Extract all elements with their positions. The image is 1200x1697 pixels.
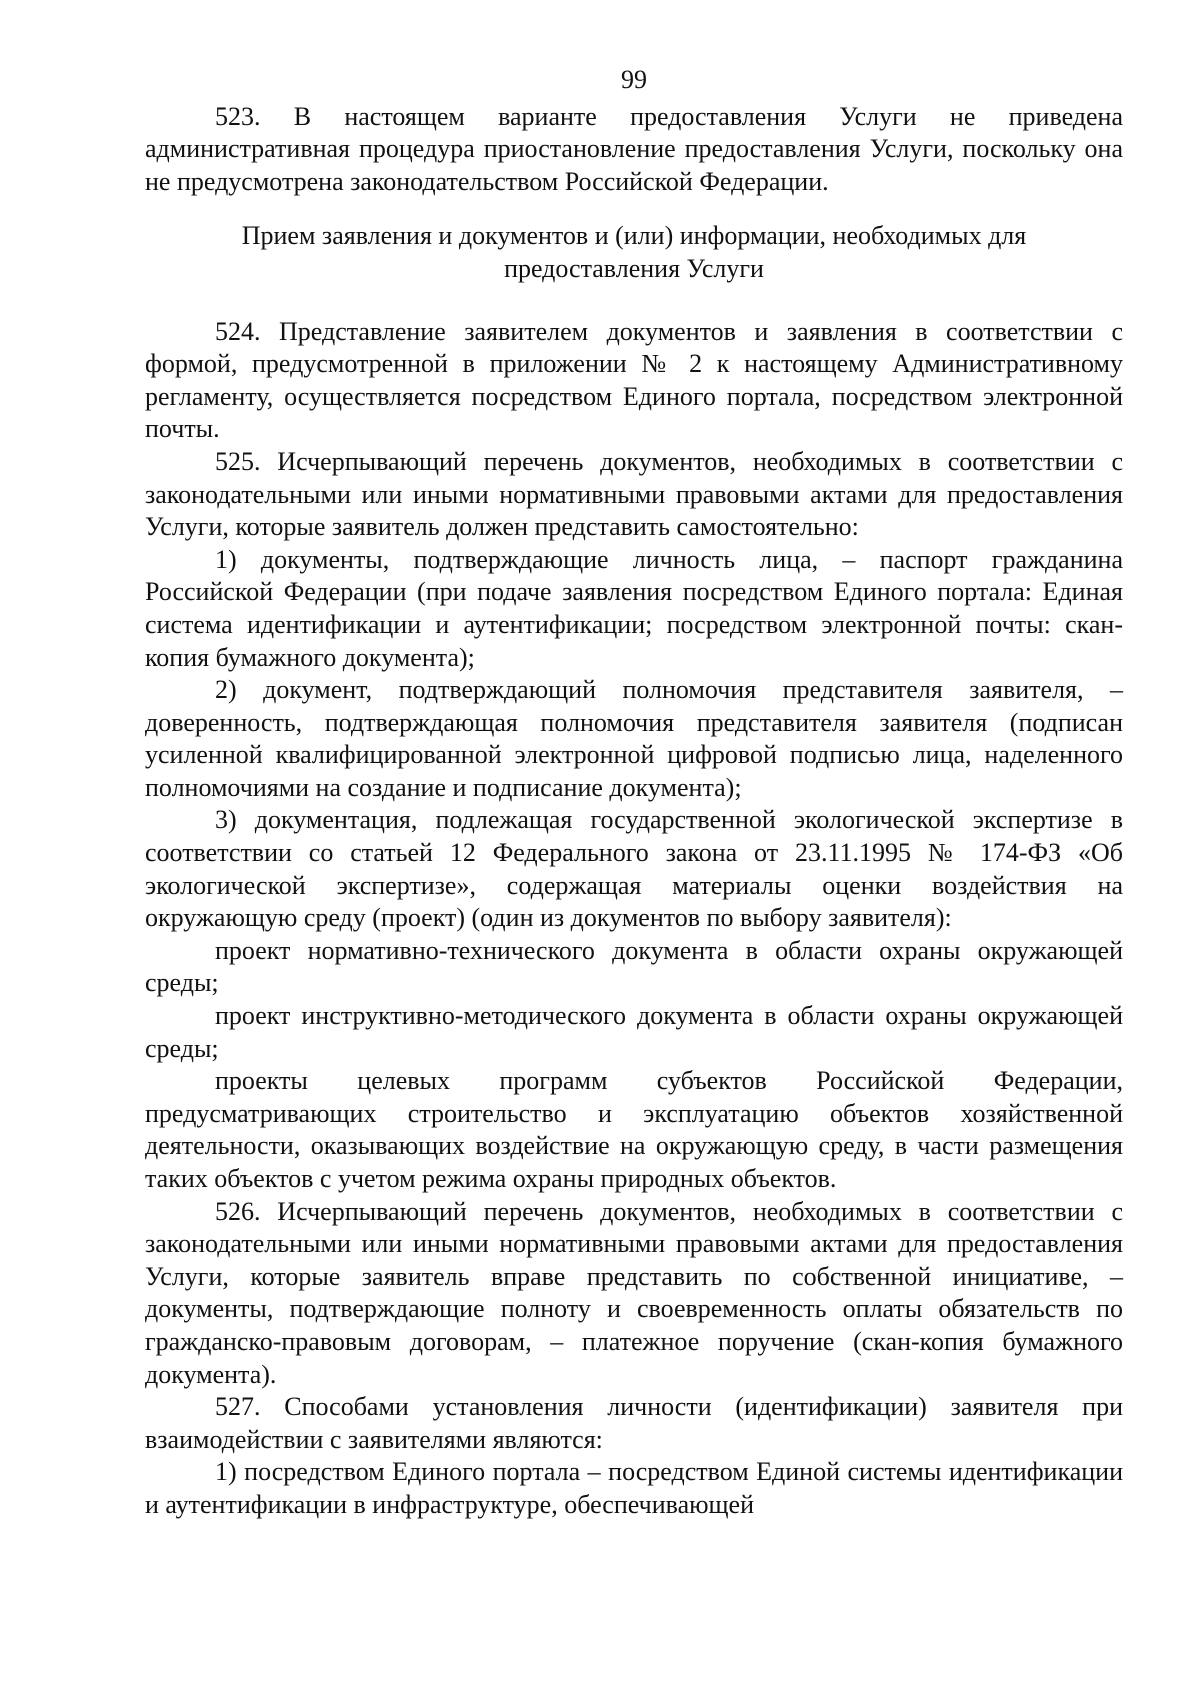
paragraph-525: 525. Исчерпывающий перечень документов, необходимых в соответствии с законодательными или иными нормативными правовыми актами для предоставления Услуги, которые заявитель должен представить самостоятельно: xyxy=(145,446,1123,542)
sub-item-project-instructive: проект инструктивно-методического документа в области охраны окружающей среды; xyxy=(145,1001,1123,1063)
sub-item-project-normative: проект нормативно-технического документа в области охраны окружающей среды; xyxy=(145,935,1123,998)
list-item-525-2: 2) документ, подтверждающий полномочия представителя заявителя, – доверенность, подтверждающая полномочия представителя заявителя (подписан усиленной квалифицированной электронной цифровой подписью лица, наделенного полномочиями на создание и подписание документа); xyxy=(145,675,1123,802)
list-item-525-1: 1) документы, подтверждающие личность лица, – паспорт гражданина Российской Федерации (при подаче заявления посредством Единого портала: Единая система идентификации и аутентификации; посредством электронной почты: скан-копия бумажного документа); xyxy=(145,544,1123,672)
section-heading: Прием заявления и документов и (или) информации, необходимых для предоставления Услуги xyxy=(241,221,1027,283)
paragraph-527: 527. Способами установления личности (идентификации) заявителя при взаимодействии с заявителями являются: xyxy=(145,1392,1123,1454)
paragraph-523: 523. В настоящем варианте предоставления Услуги не приведена административная процедура приостановление предоставления Услуги, поскольку она не предусмотрена законодательством Российской Федерации. xyxy=(145,101,1123,196)
list-item-527-1: 1) посредством Единого портала – посредством Единой системы идентификации и аутентификации в инфраструктуре, обеспечивающей xyxy=(145,1457,1123,1519)
list-item-525-3: 3) документация, подлежащая государственной экологической экспертизе в соответствии со статьей 12 Федерального закона от 23.11.1995 № 174-ФЗ «Об экологической экспертизе», содержащая материалы оценки воздействия на окружающую среду (проект) (один из документов по выбору заявителя): xyxy=(145,805,1123,933)
document-page xyxy=(145,64,1123,1522)
page-number: 99 xyxy=(621,65,647,94)
paragraph-524: 524. Представление заявителем документов и заявления в соответствии с формой, предусмотренной в приложении № 2 к настоящему Административному регламенту, осуществляется посредством Единого портала, посредством электронной почты. xyxy=(145,316,1123,444)
sub-item-target-programs: проекты целевых программ субъектов Российской Федерации, предусматривающих строительство и эксплуатацию объектов хозяйственной деятельности, оказывающих воздействие на окружающую среду, в части размещения таких объектов с учетом режима охраны природных объектов. xyxy=(145,1066,1123,1193)
paragraph-526: 526. Исчерпывающий перечень документов, необходимых в соответствии с законодательными или иными нормативными правовыми актами для предоставления Услуги, которые заявитель вправе представить по собственной инициативе, – документы, подтверждающие полноту и своевременность оплаты обязательств по гражданско-правовым договорам, – платежное поручение (скан-копия бумажного документа). xyxy=(145,1196,1123,1389)
